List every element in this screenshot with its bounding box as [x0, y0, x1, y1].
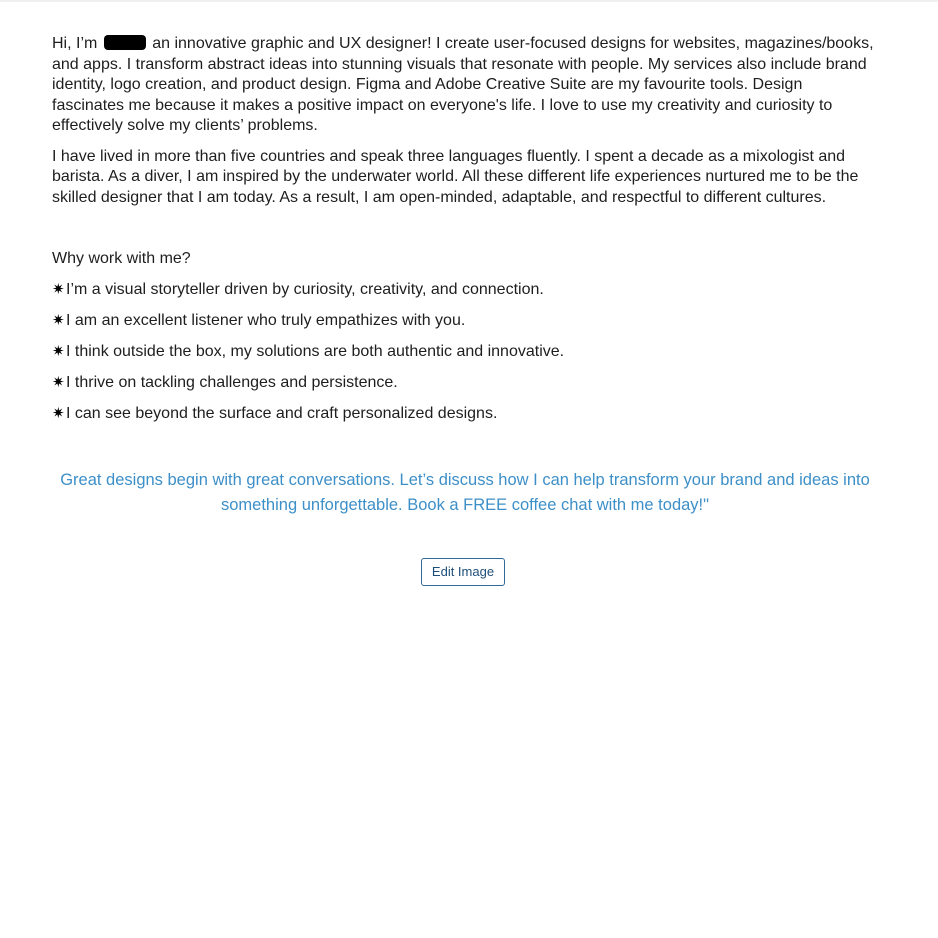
star-bullet-icon: ✷ — [52, 405, 65, 422]
redacted-name — [104, 35, 146, 50]
edit-image-button[interactable]: Edit Image — [421, 558, 505, 586]
star-bullet-icon: ✷ — [52, 374, 65, 391]
list-item-text: I thrive on tackling challenges and persistence. — [66, 374, 398, 391]
list-item-text: I can see beyond the surface and craft personalized designs. — [66, 405, 498, 422]
list-item-text: I am an excellent listener who truly empathizes with you. — [66, 312, 466, 329]
intro-text: an innovative graphic and UX designer! I create user-focused designs for websites, magazines/books, and apps. I transform abstract ideas into stunning visuals that resonate with people. My services also include brand identity, logo creation, and product design. Figma and Adobe Creative Suite are my favourite tools. Design fascinates me because it makes a positive impact on everyone's life. I love to use my creativity and curiosity to effectively solve my clients’ problems. — [52, 35, 874, 134]
list-item-text: I’m a visual storyteller driven by curiosity, creativity, and connection. — [66, 281, 544, 298]
cta-text: Great designs begin with great conversations. Let’s discuss how I can help transform your brand and ideas into something unforgettable. Book a FREE coffee chat with me today!" — [60, 471, 870, 514]
intro-paragraph — [52, 34, 878, 137]
why-heading: Why work with me? — [52, 250, 191, 267]
edit-image-container — [52, 558, 878, 586]
list-item — [52, 403, 878, 424]
list-item — [52, 310, 878, 331]
profile-content — [52, 34, 878, 586]
background-paragraph: I have lived in more than five countries and speak three languages fluently. I spent a decade as a mixologist and barista. As a diver, I am inspired by the underwater world. All these different life experiences nurtured me to be the skilled designer that I am today. As a result, I am open-minded, adaptable, and respectful to different cultures. — [52, 147, 859, 206]
list-item — [52, 341, 878, 362]
list-item-text: I think outside the box, my solutions are both authentic and innovative. — [66, 343, 565, 360]
intro-greeting: Hi, I’m — [52, 35, 98, 52]
star-bullet-icon: ✷ — [52, 281, 65, 298]
top-divider — [0, 0, 938, 2]
star-bullet-icon: ✷ — [52, 312, 65, 329]
why-list — [52, 279, 878, 424]
list-item — [52, 279, 878, 300]
list-item — [52, 372, 878, 393]
star-bullet-icon: ✷ — [52, 343, 65, 360]
